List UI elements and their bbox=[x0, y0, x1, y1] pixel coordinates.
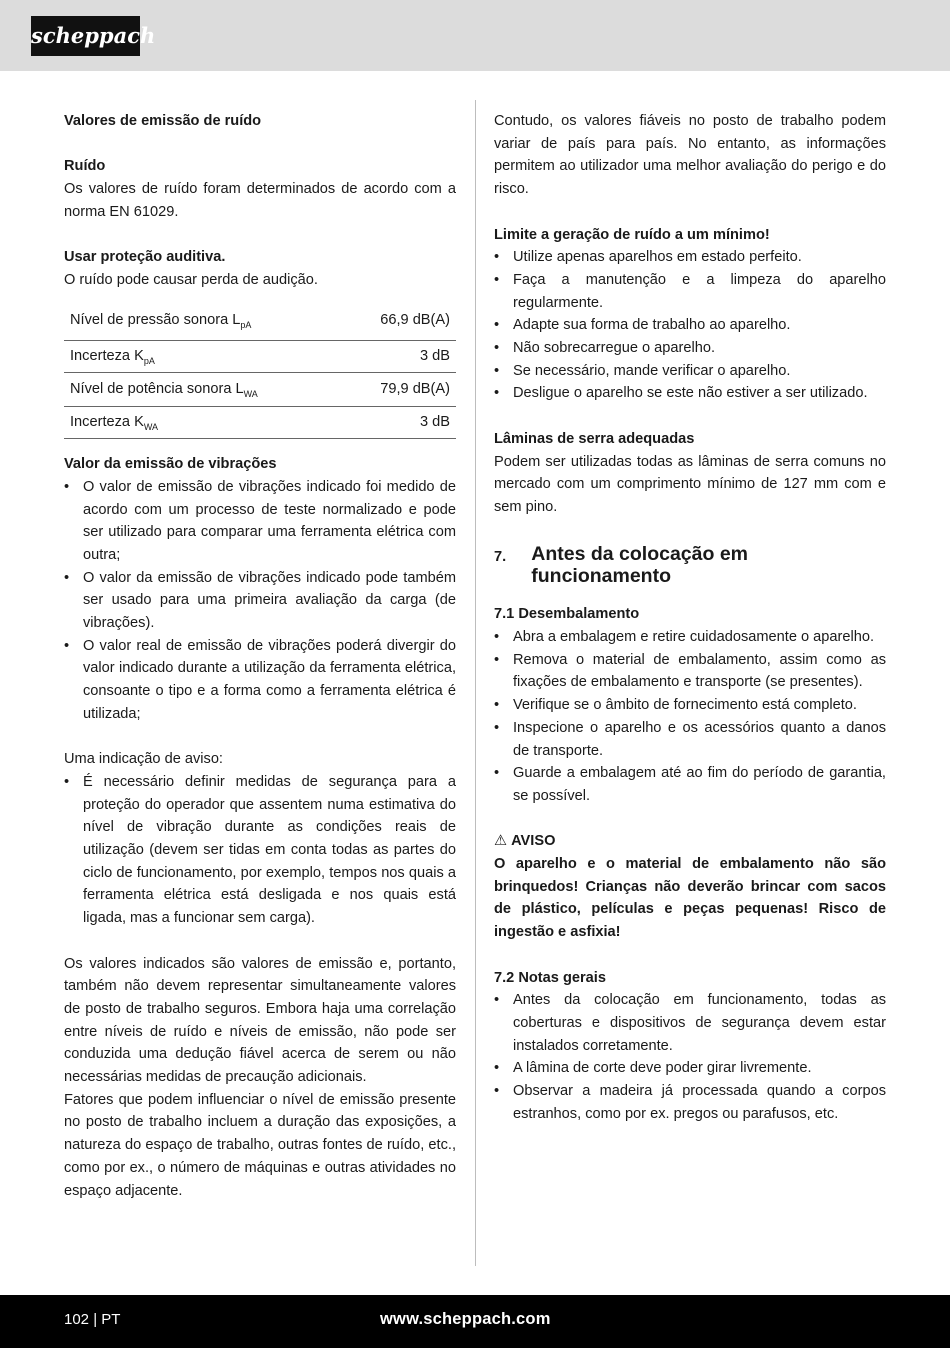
protecao-heading: Usar proteção auditiva. bbox=[64, 249, 226, 266]
unpacking-heading: 7.1 Desembalamento bbox=[494, 606, 640, 623]
warning-label: AVISO bbox=[511, 833, 556, 850]
table-label: Nível de pressão sonora L bbox=[70, 312, 241, 329]
vibration-list bbox=[64, 476, 456, 726]
unpacking-item: • Remova o material de embalamento, assim como as fixações de embalamento e transporte (se presentes). bbox=[494, 649, 886, 694]
unpacking-item: • Abra a embalagem e retire cuidadosamente o aparelho. bbox=[494, 626, 886, 649]
vibration-heading: Valor da emissão de vibrações bbox=[64, 456, 277, 473]
vibration-list-item: • O valor real de emissão de vibrações poderá divergir do valor indicado durante a utilização da ferramenta elétrica, consoante o tipo e a forma como a ferramenta elétrica é utilizada; bbox=[64, 635, 456, 726]
table-label-subscript: pA bbox=[240, 320, 252, 331]
table-value: 66,9 dB(A) bbox=[342, 302, 456, 341]
vibration-list-item: • O valor de emissão de vibrações indicado foi medido de acordo com um processo de teste normalizado e pode ser utilizado para comparar uma ferramenta elétrica com outra; bbox=[64, 476, 456, 567]
general-notes-item: • A lâmina de corte deve poder girar livremente. bbox=[494, 1057, 886, 1080]
website-link[interactable]: www.scheppach.com bbox=[380, 1310, 551, 1328]
vibration-list-item: • O valor da emissão de vibrações indicado pode também ser usado para uma primeira avaliação da carga (de vibrações). bbox=[64, 567, 456, 635]
page-number: 102 | PT bbox=[64, 1311, 121, 1328]
column-divider bbox=[475, 100, 476, 1266]
general-notes-item: • Antes da colocação em funcionamento, todas as coberturas e dispositivos de segurança devem estar instalados corretamente. bbox=[494, 989, 886, 1057]
limit-noise-item: • Desligue o aparelho se este não estiver a ser utilizado. bbox=[494, 382, 886, 405]
table-row bbox=[64, 302, 456, 341]
table-row bbox=[64, 407, 456, 439]
limit-noise-item: • Faça a manutenção e a limpeza do aparelho regularmente. bbox=[494, 269, 886, 314]
table-row bbox=[64, 341, 456, 373]
limit-noise-list bbox=[494, 246, 886, 405]
table-value: 3 dB bbox=[342, 407, 456, 439]
chapter-number: 7. bbox=[494, 549, 507, 566]
table-label-cell bbox=[64, 407, 342, 439]
table-label-cell bbox=[64, 373, 342, 407]
noise-section-title: Valores de emissão de ruído bbox=[64, 113, 262, 129]
protecao-text: O ruído pode causar perda de audição. bbox=[64, 271, 318, 288]
limit-noise-heading: Limite a geração de ruído a um mínimo! bbox=[494, 226, 770, 243]
chapter-heading bbox=[494, 543, 886, 587]
table-value: 79,9 dB(A) bbox=[342, 373, 456, 407]
warning-text: O aparelho e o material de embalamento não são brinquedos! Crianças não deverão brincar com sacos de plástico, películas e peças pequenas! Risco de ingestão e asfixia! bbox=[494, 856, 886, 941]
general-notes-list bbox=[494, 989, 886, 1125]
limit-noise-item: • Utilize apenas aparelhos em estado perfeito. bbox=[494, 246, 886, 269]
general-notes-item: • Observar a madeira já processada quando a corpos estranhos, como por ex. pregos ou parafusos, etc. bbox=[494, 1080, 886, 1125]
emission-paragraph-2: Fatores que podem influenciar o nível de emissão presente no posto de trabalho incluem a duração das exposições, a natureza do espaço de trabalho, outras fontes de ruído, etc., como por ex., o número de máquinas e outras atividades no espaço adjacente. bbox=[64, 1091, 456, 1199]
header-bar bbox=[0, 0, 950, 71]
left-column bbox=[64, 110, 456, 1202]
chapter-title: Antes da colocação em funcionamento bbox=[531, 543, 748, 588]
limit-noise-item: • Adapte sua forma de trabalho ao aparelho. bbox=[494, 314, 886, 337]
workplace-paragraph: Contudo, os valores fiáveis no posto de trabalho podem variar de país para país. No entanto, as informações permitem ao utilizador uma melhor avaliação do perigo e do risco. bbox=[494, 113, 886, 198]
table-label-cell bbox=[64, 302, 342, 341]
scheppach-logo: scheppach bbox=[31, 16, 140, 56]
table-label-subscript: WA bbox=[243, 389, 258, 400]
warning-list-item: • É necessário definir medidas de segurança para a proteção do operador que assentem numa estimativa do nível de vibração durante as condições reais de utilização (devem ser tidas em conta todas as partes do ciclo de funcionamento, por exemplo, tempos nos quais a ferramenta elétrica está desligada e nos quais está ligada, mas a funcionar sem carga). bbox=[64, 771, 456, 930]
unpacking-item: • Inspecione o aparelho e os acessórios quanto a danos de transporte. bbox=[494, 717, 886, 762]
unpacking-list bbox=[494, 626, 886, 808]
unpacking-item: • Guarde a embalagem até ao fim do período de garantia, se possível. bbox=[494, 762, 886, 807]
table-label: Incerteza K bbox=[70, 414, 144, 431]
warning-triangle-icon: ⚠ bbox=[494, 833, 508, 850]
ruido-text: Os valores de ruído foram determinados de acordo com a norma EN 61029. bbox=[64, 181, 456, 220]
table-label: Incerteza K bbox=[70, 348, 144, 365]
right-column bbox=[494, 110, 886, 1125]
saw-blades-text: Podem ser utilizadas todas as lâminas de serra comuns no mercado com um comprimento mínimo de 127 mm com e sem pino. bbox=[494, 453, 886, 515]
general-notes-heading: 7.2 Notas gerais bbox=[494, 969, 606, 986]
warning-list bbox=[64, 771, 456, 930]
limit-noise-item: • Se necessário, mande verificar o aparelho. bbox=[494, 360, 886, 383]
unpacking-item: • Verifique se o âmbito de fornecimento está completo. bbox=[494, 694, 886, 717]
saw-blades-heading: Lâminas de serra adequadas bbox=[494, 430, 695, 447]
table-label-cell bbox=[64, 341, 342, 373]
table-label-subscript: pA bbox=[143, 356, 155, 367]
warning-intro: Uma indicação de aviso: bbox=[64, 751, 223, 768]
limit-noise-item: • Não sobrecarregue o aparelho. bbox=[494, 337, 886, 360]
emission-paragraph-1: Os valores indicados são valores de emissão e, portanto, também não devem representar simultaneamente valores de posto de trabalho seguros. Embora haja uma correlação entre níveis de ruído e níveis de emissão, não pode ser conduzida uma dedução fiável acerca de serem ou não necessárias medidas de precaução adicionais. bbox=[64, 955, 456, 1086]
noise-values-table bbox=[64, 302, 456, 440]
table-label: Nível de potência sonora L bbox=[70, 381, 244, 398]
warning-title bbox=[494, 830, 886, 853]
ruido-heading: Ruído bbox=[64, 158, 106, 175]
footer-bar bbox=[0, 1295, 950, 1348]
table-row bbox=[64, 373, 456, 407]
table-value: 3 dB bbox=[342, 341, 456, 373]
table-label-subscript: WA bbox=[143, 422, 158, 433]
